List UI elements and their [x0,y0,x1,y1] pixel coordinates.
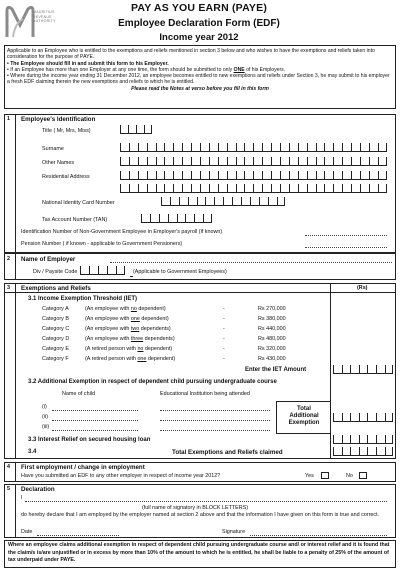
char-box[interactable] [150,214,159,223]
char-box[interactable] [316,143,325,152]
char-box[interactable] [173,157,182,166]
total-claimed-field[interactable] [333,447,393,456]
char-box[interactable] [271,157,280,166]
char-box[interactable] [236,143,245,152]
signature-label: Signature [222,529,246,535]
char-box[interactable] [359,447,368,456]
char-box[interactable] [214,197,223,206]
char-box[interactable] [120,184,129,193]
char-box[interactable] [182,171,191,180]
total-claimed-label: Total Exemptions and Reliefs claimed [172,449,283,456]
iet-amount-field[interactable] [333,365,393,374]
char-box[interactable] [227,171,236,180]
char-box[interactable] [378,184,387,193]
char-box[interactable] [289,171,298,180]
address-field-line2[interactable] [120,184,387,193]
char-box[interactable] [376,435,385,444]
category-amount: Rs 270,000 [258,306,286,312]
intro-submit: • The Employee should fill in and submit this form to his Employer. [7,60,169,67]
surname-field[interactable] [120,143,387,152]
pension-field[interactable] [305,247,387,248]
char-box[interactable] [316,157,325,166]
section3-heading: Exemptions and Reliefs [21,285,91,292]
yes-checkbox[interactable] [321,472,329,479]
char-box[interactable] [316,171,325,180]
char-box[interactable] [188,197,197,206]
char-box[interactable] [376,413,385,422]
intro-new-exemptions: • Where during the income year ending 31 December 2012, an employee becomes entitled to new exemptions and reliefs under Section 3, he may submit to his employer a fresh EDF claiming therein the new exemptions and reliefs to which he is entitled. [7,73,390,86]
char-box[interactable] [244,143,253,152]
char-box[interactable] [342,157,351,166]
char-box[interactable] [89,266,98,275]
char-box[interactable] [262,184,271,193]
char-box[interactable] [185,214,194,223]
category-amount: Rs 320,000 [258,346,286,352]
interest-relief-field[interactable] [333,435,393,444]
char-box[interactable] [378,157,387,166]
section1-number: 1 [7,116,10,122]
paysite-label: Div / Paysite Code [33,269,78,275]
char-box[interactable] [268,197,277,206]
char-box[interactable] [289,157,298,166]
char-box[interactable] [253,171,262,180]
pension-label: Pension Number ( if known - applicable to Government Pensioners) [21,241,183,247]
char-box[interactable] [138,171,147,180]
char-box[interactable] [342,435,351,444]
char-box[interactable] [173,171,182,180]
char-box[interactable] [378,143,387,152]
section5-divider [15,484,16,538]
char-box[interactable] [369,143,378,152]
child-name-i-field[interactable] [52,410,138,411]
char-box[interactable] [241,197,250,206]
char-box[interactable] [177,214,186,223]
other-names-label: Other Names [42,160,75,166]
char-box[interactable] [232,197,241,206]
char-box[interactable] [141,214,150,223]
intro-p3c: of his Employers. [244,66,286,73]
char-box[interactable] [138,184,147,193]
char-box[interactable] [350,365,359,374]
section1-divider [15,114,16,253]
char-box[interactable] [298,143,307,152]
char-box[interactable] [351,184,360,193]
char-box[interactable] [385,413,394,422]
category-dash: - [223,336,225,342]
char-box[interactable] [170,197,179,206]
char-box[interactable] [159,214,168,223]
char-box[interactable] [360,184,369,193]
category-amount: Rs 430,000 [258,356,286,362]
char-box[interactable] [147,157,156,166]
category-amount: Rs 380,000 [258,316,286,322]
gov-bracket [130,276,133,277]
char-box[interactable] [209,157,218,166]
char-box[interactable] [289,184,298,193]
employer-name-field[interactable] [110,262,392,263]
ngo-id-label: Identification Number of Non-Government Employee in Employer's payroll (if known) [21,229,223,235]
char-box[interactable] [369,157,378,166]
char-box[interactable] [98,266,107,275]
mra-logo [3,3,113,43]
org-name [33,10,56,24]
char-box[interactable] [280,171,289,180]
interest-relief-label: 3.3 Interest Relief on secured housing loan [28,437,151,443]
char-box[interactable] [333,143,342,152]
char-box[interactable] [236,157,245,166]
char-box[interactable] [385,435,394,444]
surname-label: Surname [42,146,64,152]
category-description: (An employee with two dependents) [85,326,171,332]
form-title-paye: PAY AS YOU EARN (PAYE) [130,2,268,14]
char-box[interactable] [333,447,342,456]
intro-text [7,48,393,92]
no-checkbox[interactable] [359,472,367,479]
institution-column: Educational Institution being attended [160,391,250,397]
paysite-code-field[interactable] [80,266,125,275]
char-box[interactable] [138,157,147,166]
char-box[interactable] [259,197,268,206]
char-box[interactable] [376,365,385,374]
char-box[interactable] [200,184,209,193]
char-box[interactable] [376,447,385,456]
char-box[interactable] [385,365,394,374]
char-box[interactable] [205,197,214,206]
char-box[interactable] [227,143,236,152]
char-box[interactable] [168,214,177,223]
penalty-warning: Where an employee claims additional exemption in respect of dependent child pursuing undergraduate course and/ or interest relief and it is found that the claim/s is/are unjustified or in excess by more than 10% of the amount to which he is entitled, he shall be liable to a penalty of 25% of the amount of tax underpaid under PAYE. [8,542,390,564]
char-box[interactable] [262,157,271,166]
char-box[interactable] [277,197,286,206]
char-box[interactable] [129,171,138,180]
section3-divider [15,283,16,459]
char-box[interactable] [129,143,138,152]
declaration-text: do hereby declare that I am employed by the employer named at section 2 above and that the information I have given on this form is true and correct. [21,512,380,518]
char-box[interactable] [307,143,316,152]
char-box[interactable] [342,184,351,193]
section1-heading: Employee's Identification [21,116,96,123]
org-line1: MAURITIUS [33,10,55,14]
char-box[interactable] [280,184,289,193]
char-box[interactable] [164,184,173,193]
char-box[interactable] [129,157,138,166]
signatory-name-field[interactable] [25,501,387,502]
title-field[interactable] [120,125,152,134]
char-box[interactable] [191,157,200,166]
char-box[interactable] [262,171,271,180]
char-box[interactable] [367,447,376,456]
char-box[interactable] [350,435,359,444]
char-box[interactable] [200,157,209,166]
char-box[interactable] [173,184,182,193]
category-description: (An employee with no dependent) [85,306,166,312]
char-box[interactable] [342,447,351,456]
rs-column-header: (Rs) [357,285,368,291]
section4-divider [15,462,16,482]
child-row-ii-label: (ii) [42,414,48,420]
address-label: Residential Address [42,174,90,180]
nic-field[interactable] [161,197,285,206]
signature-field[interactable] [250,535,387,536]
char-box[interactable] [179,197,188,206]
char-box[interactable] [182,157,191,166]
char-box[interactable] [316,184,325,193]
char-box[interactable] [164,143,173,152]
iet-heading: 3.1 Income Exemption Threshold (IET) [28,296,138,302]
institution-ii-field[interactable] [160,420,270,421]
char-box[interactable] [173,143,182,152]
char-box[interactable] [120,143,129,152]
declaration-i: I [21,495,23,501]
char-box[interactable] [360,157,369,166]
char-box[interactable] [289,143,298,152]
char-box[interactable] [350,447,359,456]
char-box[interactable] [298,157,307,166]
char-box[interactable] [244,171,253,180]
char-box[interactable] [200,143,209,152]
char-box[interactable] [350,413,359,422]
section5-number: 5 [7,486,10,492]
char-box[interactable] [191,171,200,180]
char-box[interactable] [147,143,156,152]
intro-p3a: • If an Employee has more than one Employer at any one time, the form should be submitted to only [7,66,234,73]
char-box[interactable] [271,171,280,180]
section4-number: 4 [7,464,10,470]
child-row-i-label: (i) [42,404,47,410]
gov-employees-note: (Applicable to Government Employees) [133,269,227,275]
char-box[interactable] [359,413,368,422]
form-title-edf: Employee Declaration Form (EDF) [118,18,280,29]
category-amount: Rs 440,000 [258,326,286,332]
category-dash: - [223,316,225,322]
char-box[interactable] [223,197,232,206]
no-label: No [346,473,353,479]
char-box[interactable] [227,184,236,193]
section4-question: Have you submitted an EDF to any other employer in respect of income year 2012? [21,473,221,479]
nic-label: National Identity Card Number [42,200,115,206]
char-box[interactable] [218,157,227,166]
char-box[interactable] [253,157,262,166]
char-box[interactable] [333,435,342,444]
total-add-line3: Exemption [288,420,320,426]
category-dash: - [223,326,225,332]
char-box[interactable] [218,171,227,180]
char-box[interactable] [129,184,138,193]
char-box[interactable] [298,171,307,180]
category-dash: - [223,306,225,312]
yes-label: Yes [305,473,314,479]
char-box[interactable] [280,143,289,152]
char-box[interactable] [342,143,351,152]
category-label: Category D [42,336,70,342]
institution-i-field[interactable] [160,410,270,411]
total-additional-label [279,406,329,427]
char-box[interactable] [333,184,342,193]
total-add-line2: Additional [289,413,319,419]
date-label: Date [21,529,33,535]
char-box[interactable] [369,171,378,180]
amount-column-line [330,283,331,459]
category-label: Category C [42,326,70,332]
char-box[interactable] [351,171,360,180]
char-box[interactable] [147,184,156,193]
char-box[interactable] [218,143,227,152]
char-box[interactable] [369,184,378,193]
char-box[interactable] [324,143,333,152]
char-box[interactable] [367,365,376,374]
section2-divider [15,253,16,280]
char-box[interactable] [156,184,165,193]
title-label: Title ( Mr, Mrs, Miss) [42,128,91,134]
char-box[interactable] [209,143,218,152]
char-box[interactable] [236,184,245,193]
category-label: Category B [42,316,69,322]
char-box[interactable] [333,171,342,180]
child-row-iii-label: (iii) [42,424,50,430]
category-label: Category A [42,306,69,312]
char-box[interactable] [342,365,351,374]
category-label: Category F [42,356,69,362]
intro-read-notes: Please read the Notes at verso before you fill in this form [131,85,269,92]
address-field-line1[interactable] [120,171,387,180]
char-box[interactable] [359,365,368,374]
total-add-line1: Total [297,406,311,412]
category-description: (A retired person with one dependent) [85,356,176,362]
tan-field[interactable] [141,214,212,223]
char-box[interactable] [236,171,245,180]
char-box[interactable] [191,184,200,193]
char-box[interactable] [280,157,289,166]
section3-header-line [4,292,396,293]
iet-amount-label: Enter the IET Amount [245,367,307,373]
section5-heading: Declaration [21,486,55,493]
char-box[interactable] [360,143,369,152]
category-description: (A retired person with no dependent) [85,346,173,352]
char-box[interactable] [138,143,147,152]
char-box[interactable] [324,157,333,166]
additional-exemption-heading: 3.2 Additional Exemption in respect of dependent child pursuing undergraduate course [28,379,277,385]
char-box[interactable] [271,143,280,152]
org-line2: REVENUE [33,14,52,19]
other-names-field[interactable] [120,157,387,166]
total-additional-field[interactable] [333,413,393,422]
char-box[interactable] [262,143,271,152]
section3-number: 3 [7,285,10,291]
char-box[interactable] [200,171,209,180]
date-field[interactable] [37,535,119,536]
section2-number: 2 [7,256,10,262]
char-box[interactable] [324,171,333,180]
char-box[interactable] [307,184,316,193]
char-box[interactable] [191,143,200,152]
child-name-iii-field[interactable] [52,430,138,431]
child-name-column: Name of child [62,391,95,397]
total-claimed-number: 3.4 [28,449,37,455]
char-box[interactable] [342,171,351,180]
char-box[interactable] [120,171,129,180]
char-box[interactable] [227,157,236,166]
char-box[interactable] [209,171,218,180]
institution-iii-field[interactable] [160,430,270,431]
intro-one: ONE [233,66,245,73]
org-line3: AUTHORITY [33,19,56,24]
category-amount: Rs 480,000 [258,336,286,342]
char-box[interactable] [120,157,129,166]
char-box[interactable] [194,214,203,223]
char-box[interactable] [164,157,173,166]
category-dash: - [223,346,225,352]
category-description: (An employee with three dependents) [85,336,175,342]
char-box[interactable] [156,143,165,152]
char-box[interactable] [333,157,342,166]
section2-heading: Name of Employer [21,256,76,263]
child-name-ii-field[interactable] [52,420,138,421]
char-box[interactable] [244,157,253,166]
char-box[interactable] [197,197,206,206]
char-box[interactable] [351,157,360,166]
tan-label: Tax Account Number (TAN) [42,217,108,223]
char-box[interactable] [182,143,191,152]
ngo-id-field[interactable] [305,235,387,236]
char-box[interactable] [333,365,342,374]
char-box[interactable] [161,197,170,206]
char-box[interactable] [182,184,191,193]
char-box[interactable] [156,171,165,180]
char-box[interactable] [250,197,259,206]
char-box[interactable] [203,214,212,223]
category-dash: - [223,356,225,362]
category-label: Category E [42,346,69,352]
section4-heading: First employment / change in employment [21,464,145,471]
char-box[interactable] [209,184,218,193]
char-box[interactable] [307,171,316,180]
char-box[interactable] [298,184,307,193]
char-box[interactable] [324,184,333,193]
category-description: (An employee with one dependent) [85,316,169,322]
char-box[interactable] [107,266,116,275]
section5-box [4,484,396,538]
full-name-hint: (full name of signatory in BLOCK LETTERS) [142,505,249,511]
char-box[interactable] [218,184,227,193]
char-box[interactable] [342,413,351,422]
char-box[interactable] [271,184,280,193]
char-box[interactable] [378,171,387,180]
form-title-year: Income year 2012 [159,32,239,43]
char-box[interactable] [253,143,262,152]
intro-applicable: Applicable to an Employee who is entitled to the exemptions and reliefs mentioned in section 3 below and who wishes to have the exemptions and reliefs taken into consideration for the purpose of PAYE. [7,48,375,61]
char-box[interactable] [156,157,165,166]
char-box[interactable] [367,435,376,444]
char-box[interactable] [367,413,376,422]
char-box[interactable] [80,266,89,275]
char-box[interactable] [253,184,262,193]
char-box[interactable] [333,413,342,422]
char-box[interactable] [147,171,156,180]
mra-logo-mark [3,3,37,41]
char-box[interactable] [164,171,173,180]
char-box[interactable] [116,266,125,275]
char-box[interactable] [385,447,394,456]
char-box[interactable] [360,171,369,180]
char-box[interactable] [244,184,253,193]
char-box[interactable] [359,435,368,444]
char-box[interactable] [307,157,316,166]
char-box[interactable] [351,143,360,152]
